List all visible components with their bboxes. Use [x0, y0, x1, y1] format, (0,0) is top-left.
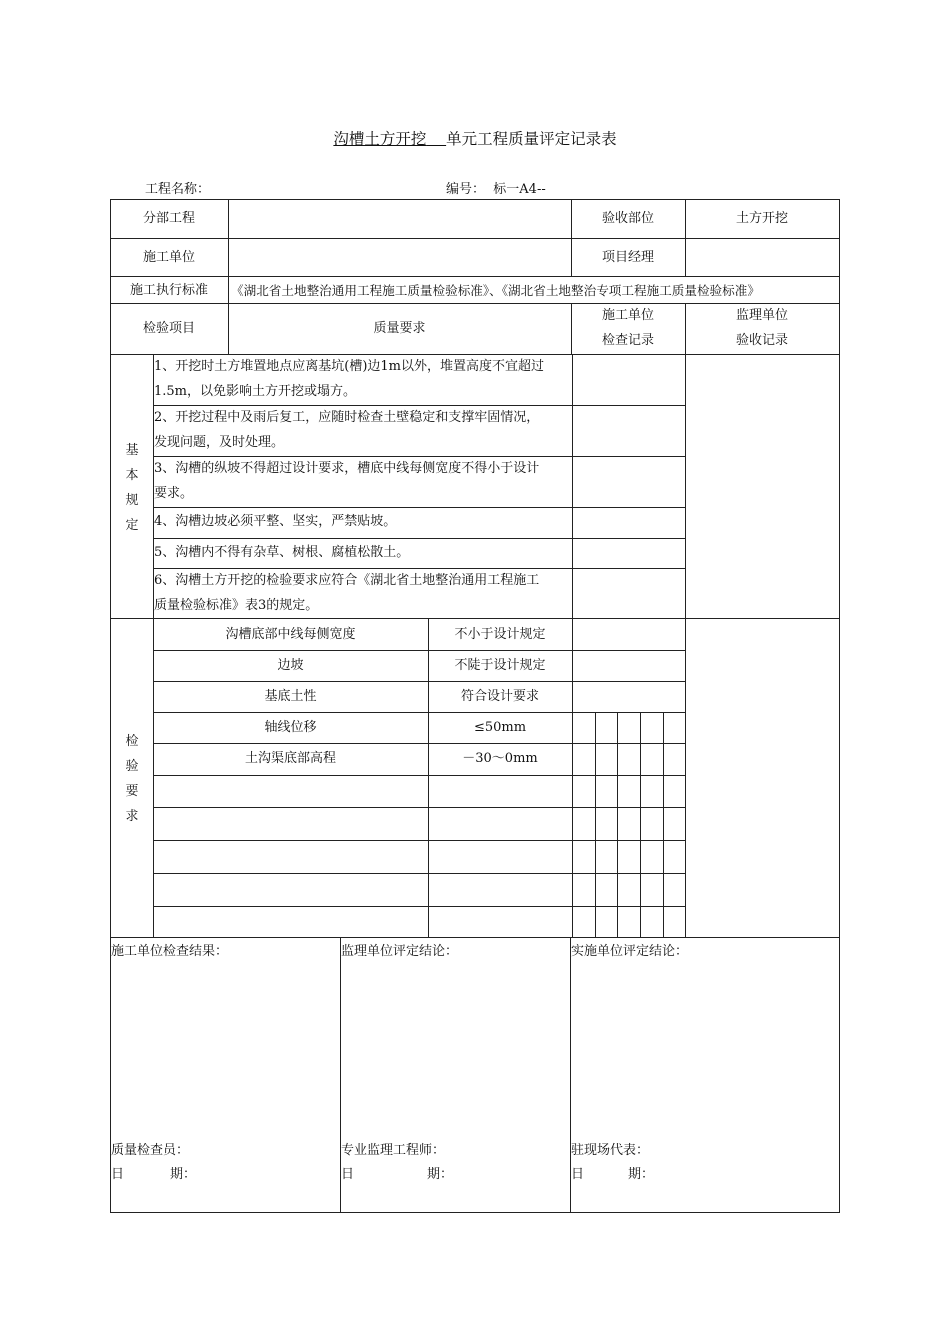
construction-record-line1: 施工单位 [601, 308, 654, 323]
inspection-label-char: 检 [125, 734, 139, 749]
inspector-label: 质量检查员： [111, 1143, 190, 1158]
inspection-label-char: 求 [125, 809, 139, 824]
implementer-conclusion-label: 实施单位评定结论： [571, 944, 689, 959]
engineer-label: 专业监理工程师： [341, 1143, 446, 1158]
standard-value: 《湖北省土地整治通用工程施工质量检验标准》、《湖北省土地整治专项工程施工质量检验标准》 [231, 283, 760, 298]
inspection-item-req: 不小于设计规定 [454, 627, 546, 642]
date-label-char2: 期： [628, 1167, 655, 1182]
inspection-item-req: －30～0mm [462, 751, 538, 766]
sub-project-label: 分部工程 [142, 211, 195, 226]
title-blank [426, 130, 446, 148]
basic-label-char: 本 [125, 468, 139, 483]
date-label-char2: 期： [170, 1167, 197, 1182]
basic-rules-label [122, 438, 142, 538]
supervision-record-line2: 验收记录 [735, 333, 788, 348]
basic-rule-1-line1: 1、开挖时土方堆置地点应离基坑(槽)边1m以外，堆置高度不宜超过 [154, 359, 545, 374]
number-label-text: 编号： [446, 182, 486, 197]
inspect-item-label: 检验项目 [142, 321, 195, 336]
date-label-char1: 日 [111, 1167, 125, 1182]
acceptance-part-value: 土方开挖 [735, 211, 788, 226]
inspection-item-name: 基底土性 [264, 689, 317, 704]
page-title [0, 127, 950, 149]
construction-record-line2: 检查记录 [601, 333, 654, 348]
date-label-char2: 期： [427, 1167, 454, 1182]
basic-label-char: 规 [125, 493, 139, 508]
basic-rule-6-line2: 质量检验标准》表3的规定。 [154, 598, 319, 613]
basic-rule-3-line2: 要求。 [154, 486, 194, 501]
basic-rule-4: 4、沟槽边坡必须平整、坚实，严禁贴坡。 [154, 514, 397, 529]
title-rest: 单元工程质量评定记录表 [446, 130, 617, 148]
inspection-item-req: 不陡于设计规定 [454, 658, 546, 673]
basic-label-char: 定 [125, 518, 139, 533]
project-manager-label: 项目经理 [601, 250, 654, 265]
title-underlined-part: 沟槽土方开挖 [333, 130, 427, 148]
inspection-item-name: 边坡 [277, 658, 304, 673]
date-label-char1: 日 [571, 1167, 585, 1182]
construction-result-label: 施工单位检查结果： [111, 944, 229, 959]
basic-rule-2-line1: 2、开挖过程中及雨后复工，应随时检查土壁稳定和支撑牢固情况， [154, 410, 540, 425]
inspection-item-req: ≤50mm [473, 720, 527, 735]
date-label-char1: 日 [341, 1167, 355, 1182]
inspection-req-label [122, 729, 142, 829]
number-label [446, 178, 546, 197]
basic-rule-6-line1: 6、沟槽土方开挖的检验要求应符合《湖北省土地整治通用工程施工 [154, 573, 540, 588]
inspection-item-name: 轴线位移 [264, 720, 317, 735]
acceptance-part-label: 验收部位 [601, 211, 654, 226]
basic-rule-5: 5、沟槽内不得有杂草、树根、腐植松散土。 [154, 545, 410, 560]
supervision-record-line1: 监理单位 [735, 308, 788, 323]
representative-label: 驻现场代表： [571, 1143, 650, 1158]
quality-req-label: 质量要求 [373, 321, 426, 336]
inspection-label-char: 验 [125, 759, 139, 774]
inspection-item-name: 沟槽底部中线每侧宽度 [225, 627, 356, 642]
inspection-label-char: 要 [125, 784, 139, 799]
inspection-item-name: 土沟渠底部高程 [244, 751, 336, 766]
basic-rule-2-line2: 发现问题，及时处理。 [154, 435, 285, 450]
number-value: 标一A4-- [493, 182, 546, 197]
standard-label: 施工执行标准 [129, 283, 208, 298]
project-name-label: 工程名称： [145, 182, 211, 197]
basic-rule-1-line2: 1.5m，以免影响土方开挖或塌方。 [154, 384, 357, 399]
inspection-item-req: 符合设计要求 [460, 689, 539, 704]
basic-rule-3-line1: 3、沟槽的纵坡不得超过设计要求，槽底中线每侧宽度不得小于设计 [154, 461, 540, 476]
basic-label-char: 基 [125, 443, 139, 458]
construction-unit-label: 施工单位 [142, 250, 195, 265]
supervision-conclusion-label: 监理单位评定结论： [341, 944, 459, 959]
